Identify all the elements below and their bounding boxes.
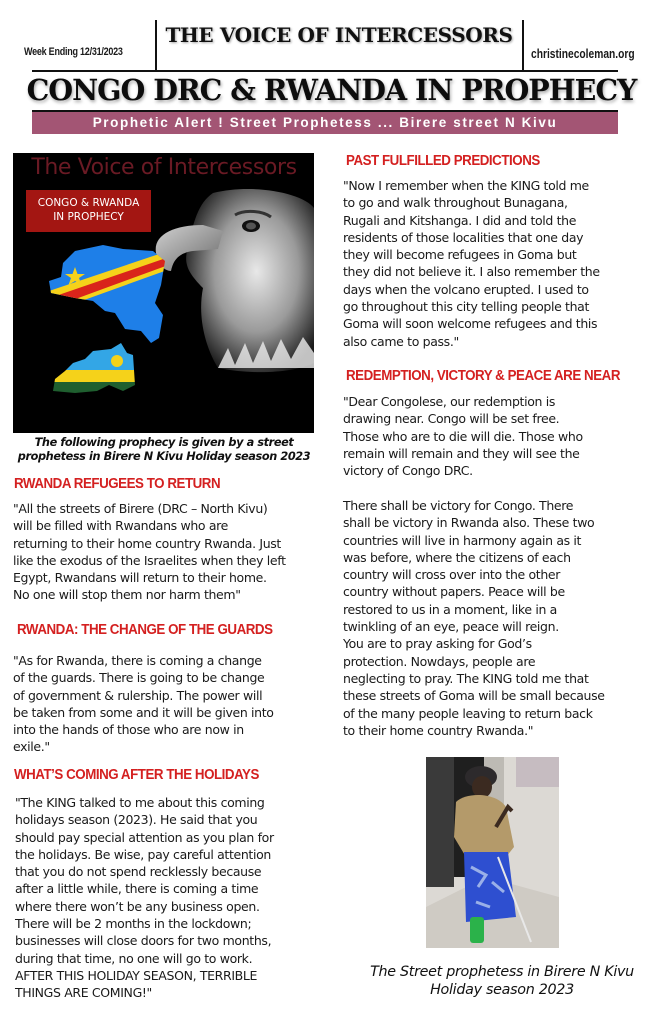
rwanda-flag-map-icon	[48, 338, 143, 397]
section-heading-past-predictions: PAST FULFILLED PREDICTIONS	[346, 153, 540, 169]
section-heading-after-holidays: WHAT’S COMING AFTER THE HOLIDAYS	[14, 767, 259, 783]
prophetess-photo-illustration	[426, 757, 559, 948]
section-body-refugees-return: "All the streets of Birere (DRC – North Kivu) will be filled with Rwandans who are returning to their home country Rwanda. Just like the exodus of the Israelites when they left Egypt, Rwandans will return to their home. No one will stop them nor harm them"	[13, 501, 286, 603]
section-heading-redemption: REDEMPTION, VICTORY & PEACE ARE NEAR	[346, 368, 621, 384]
section-body-after-holidays: "The KING talked to me about this coming holidays season (2023). He said that you should pay special attention as you plan for the holidays. Be wise, pay careful attention that you do not spend recklessly because after a little while, there is coming a time where there won’t be any business open. There will be 2 months in the lockdown; businesses will close doors for two months, during that time, no one will go to work. AFTER THIS HOLIDAY SEASON, TERRIBLE THINGS ARE COMING!"	[15, 795, 274, 1001]
section-heading-change-of-guards: RWANDA: THE CHANGE OF THE GUARDS	[17, 622, 273, 638]
feature-image-badge	[26, 190, 151, 232]
photo-caption: The Street prophetess in Birere N Kivu Holiday season 2023	[370, 964, 634, 998]
masthead-divider-left	[155, 20, 157, 71]
feature-badge-line2: IN PROPHECY	[53, 211, 124, 223]
masthead-divider-right	[522, 20, 524, 71]
week-ending-date: Week Ending 12/31/2023	[24, 46, 123, 58]
prophetic-alert-banner: Prophetic Alert ! Street Prophetess ... Birere street N Kivu	[32, 112, 618, 134]
street-prophetess-photo	[426, 757, 559, 948]
paper-title: THE VOICE OF INTERCESSORS	[165, 23, 513, 47]
feature-image	[13, 153, 314, 433]
main-headline: CONGO DRC & RWANDA IN PROPHECY	[26, 73, 637, 107]
section-body-redemption: "Dear Congolese, our redemption is drawing near. Congo will be set free. Those who are to die will die. Those who remain will remain and they will see the victory of Congo DRC.	[343, 394, 583, 479]
drc-flag-map-icon	[43, 245, 173, 343]
feature-image-title: The Voice of Intercessors	[31, 155, 297, 180]
eagle-icon	[156, 189, 314, 372]
website-link[interactable]: christinecoleman.org	[531, 47, 635, 61]
section-body-past-predictions: "Now I remember when the KING told me to go and walk throughout Bunagana, Rugali and Kitshanga. I did and told the residents of those localities that one day they will become refugees in Goma but they did not believe it. I also remember the days when the volcano erupted. I used to go throughout this city telling people that Goma will soon welcome refugees and this also came to pass."	[343, 178, 600, 349]
headline-rule-top	[32, 70, 618, 72]
section-body-redemption-continued: There shall be victory for Congo. There shall be victory in Rwanda also. These two countries will live in harmony again as it was before, where the citizens of each country will cross over into the other country without papers. Peace will be restored to us in a moment, like in a twinkling of an eye, peace will reign. You are to pray asking for God’s protection. Nowdays, people are neglecting to pray. The KING told me that these streets of Goma will be small because of the many people leaving to return back to their home country Rwanda."	[343, 498, 605, 738]
section-heading-refugees-return: RWANDA REFUGEES TO RETURN	[14, 476, 221, 492]
feature-image-caption: The following prophecy is given by a street prophetess in Birere N Kivu Holiday season 2023	[17, 436, 311, 463]
section-body-change-of-guards: "As for Rwanda, there is coming a change of the guards. There is going to be change of government & rulership. The power will be taken from some and it will be given into into the hands of those who are now in exile."	[13, 653, 274, 755]
feature-badge-line1: CONGO & RWANDA	[37, 197, 140, 209]
